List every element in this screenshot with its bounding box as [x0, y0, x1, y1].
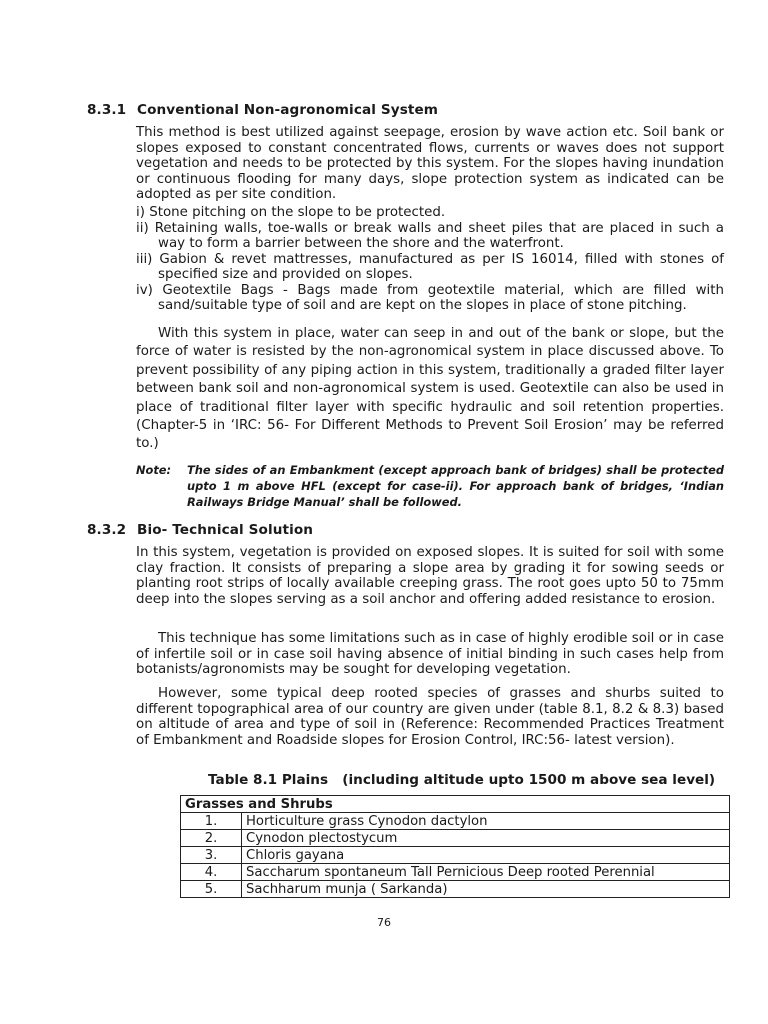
section-number: 8.3.1: [87, 102, 127, 118]
table-row: [181, 830, 730, 847]
row-number: 4.: [181, 864, 242, 881]
list-item: [136, 283, 724, 314]
system-paragraph: With this system in place, water can seep in and out of the bank or slope, but the force of water is resisted by the non-agronomical system in place discussed above. To prevent possibility of any piping action in this system, traditionally a graded filter layer between bank soil and non-agronomical system is used. Geotextile can also be used in place of traditional filter layer with specific hydraulic and soil retention properties. (Chapter-5 in ‘IRC: 56- For Different Methods to Prevent Soil Erosion’ may be referred to.): [136, 326, 724, 452]
page-number: 76: [377, 916, 391, 929]
section-heading-8-3-2: [87, 522, 313, 538]
list-marker: i): [136, 205, 150, 220]
row-species: Chloris gayana: [242, 847, 730, 864]
row-species: Sachharum munja ( Sarkanda): [242, 881, 730, 898]
species-paragraph: However, some typical deep rooted species of grasses and shurbs suited to different topographical area of our country are given under (table 8.1, 8.2 & 8.3) based on altitude of area and type of soil in (Reference: Recommended Practices Treatment of Embankment and Roadside slopes for Erosion Control, IRC:56- latest version).: [136, 686, 724, 748]
intro-paragraph: This method is best utilized against seepage, erosion by wave action etc. Soil bank or slopes exposed to constant concentrated flows, currents or waves does not support vegetation and needs to be protected by this system. For the slopes having inundation or continuous flooding for many days, slope protection system as indicated can be adopted as per site condition.: [136, 125, 724, 202]
row-number: 1.: [181, 813, 242, 830]
note-label: Note:: [136, 463, 172, 477]
row-number: 3.: [181, 847, 242, 864]
table-row: [181, 881, 730, 898]
row-species: Horticulture grass Cynodon dactylon: [242, 813, 730, 830]
list-marker: iii): [136, 251, 160, 267]
row-species: Saccharum spontaneum Tall Pernicious Deep rooted Perennial: [242, 864, 730, 881]
list-text: Gabion & revet mattresses, manufactured as per IS 16014, filled with stones of specified size and provided on slopes.: [158, 251, 724, 282]
bio-technical-paragraph: In this system, vegetation is provided on exposed slopes. It is suited for soil with some clay fraction. It consists of preparing a slope area by grading it for sowing seeds or planting root strips of locally available creeping grass. The root goes upto 50 to 75mm deep into the slopes serving as a soil anchor and offering added resistance to erosion.: [136, 545, 724, 607]
section-title: Conventional Non-agronomical System: [137, 102, 439, 118]
section-number: 8.3.2: [87, 522, 127, 538]
table-header-row: [181, 796, 730, 813]
table-header: Grasses and Shrubs: [181, 796, 730, 813]
list-text: Geotextile Bags - Bags made from geotextile material, which are filled with sand/suitable type of soil and are kept on the slopes in place of stone pitching.: [158, 282, 724, 313]
table-row: [181, 864, 730, 881]
list-text: Retaining walls, toe-walls or break walls and sheet piles that are placed in such a way to form a barrier between the shore and the waterfront.: [154, 220, 724, 251]
list-item: [136, 252, 724, 283]
protection-methods-list: [136, 205, 724, 314]
grasses-table: [180, 795, 730, 898]
list-item: [136, 221, 724, 252]
row-species: Cynodon plectostycum: [242, 830, 730, 847]
note-text: The sides of an Embankment (except approach bank of bridges) shall be protected upto 1 m above HFL (except for case-ii). For approach bank of bridges, ‘Indian Railways Bridge Manual’ shall be followed.: [187, 463, 724, 509]
note-block: [136, 463, 724, 510]
list-text: Stone pitching on the slope to be protected.: [149, 205, 446, 220]
row-number: 2.: [181, 830, 242, 847]
list-item: [136, 205, 724, 221]
row-number: 5.: [181, 881, 242, 898]
limitations-paragraph: This technique has some limitations such as in case of highly erodible soil or in case of infertile soil or in case soil having absence of initial binding in such cases help from botanists/agronomists may be sought for developing vegetation.: [136, 631, 724, 677]
table-row: [181, 847, 730, 864]
section-heading-8-3-1: [87, 102, 438, 118]
list-marker: iv): [136, 282, 163, 298]
section-title: Bio- Technical Solution: [137, 522, 314, 538]
table-row: [181, 813, 730, 830]
list-marker: ii): [136, 220, 155, 236]
table-title: Table 8.1 Plains (including altitude upto 1500 m above sea level): [208, 772, 716, 788]
